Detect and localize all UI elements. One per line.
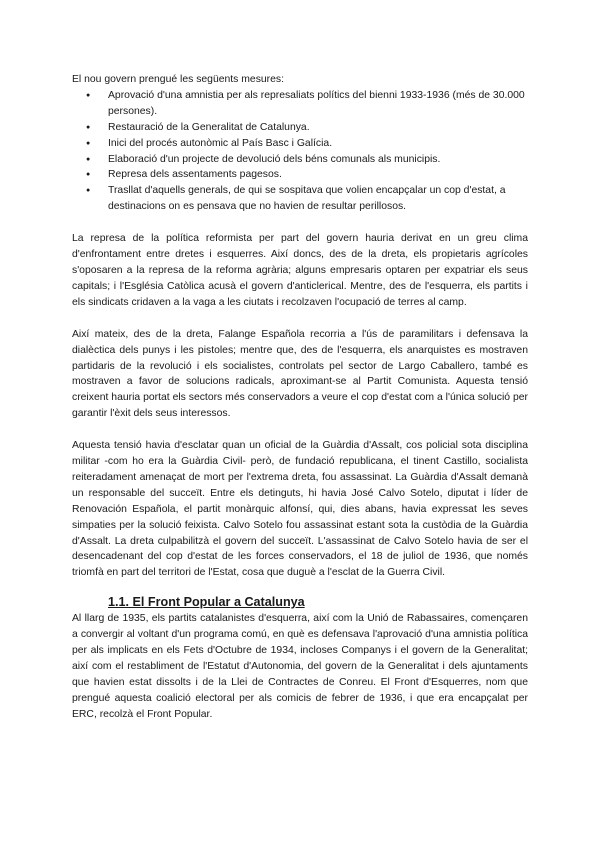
- list-item: ● Restauració de la Generalitat de Catalunya.: [108, 120, 528, 136]
- paragraph-reform-conflict: La represa de la política reformista per part del govern hauria derivat en un greu clima d'enfrontament entre dretes i esquerres. Així doncs, des de la dreta, els propietaris agrícoles s'oposaren a la represa de la reforma agrària; alguns empresaris optaren per expatriar els seus capitals; i l'Església Catòlica acusà el govern d'anticlerical. Mentre, des de l'esquerra, els partits i els sindicats cridaven a la vaga a les ciutats i recolzaven l'ocupació de terres al camp.: [72, 233, 528, 308]
- list-item: ● Represa dels assentaments pagesos.: [108, 167, 528, 183]
- measures-list: [72, 88, 528, 215]
- paragraph-radicalization: Així mateix, des de la dreta, Falange Española recorria a l'ús de paramilitars i defensava la dialèctica dels punys i les pistoles; mentre que, des de l'esquerra, els anarquistes es mostraven partidaris de la revolució i els socialistes, controlats pel sector de Largo Caballero, també es mostraven a favor de solucions radicals, aproximant-se al Partit Comunista. Aquesta tensió creixent hauria portat els sectors més conservadors a veure el cop d'estat com a l'única solució per garantir l'èxit dels seus interessos.: [72, 328, 528, 420]
- list-item: ● Aprovació d'una amnistia per als represaliats polítics del bienni 1933-1936 (més de 30.000 persones).: [108, 88, 528, 120]
- intro-text: El nou govern prengué les següents mesures:: [72, 74, 284, 85]
- list-item: ● Inici del procés autonòmic al País Basc i Galícia.: [108, 136, 528, 152]
- list-item: ● Elaboració d'un projecte de devolució dels béns comunals als municipis.: [108, 152, 528, 168]
- list-item: ● Trasllat d'aquells generals, de qui se sospitava que volien encapçalar un cop d'estat, a destinacions on es pensava que no havien de resultar perillosos.: [108, 183, 528, 215]
- section-heading: 1.1. El Front Popular a Catalunya: [108, 595, 305, 610]
- paragraph-calvo-sotelo: Aquesta tensió havia d'esclatar quan un oficial de la Guàrdia d'Assalt, cos policial sota disciplina militar -com ho era la Guàrdia Civil- però, de fundació republicana, el tinent Castillo, socialista reiteradament amenaçat de mort per l'extrema dreta, fou assassinat. La Guàrdia d'Assalt demanà un responsable del succeït. Entre els detinguts, hi havia José Calvo Sotelo, diputat i líder de Renovación Española, el partit monàrquic alfonsí, qui, dies abans, havia expressat les seves simpaties per la solució feixista. Calvo Sotelo fou assassinat estant sota la custòdia de la Guàrdia d'Assalt. La dreta culpabilitzà el govern del succeït. L'assassinat de Calvo Sotelo havia de ser el desencadenant del cop d'estat de les forces conservadors, el 18 de juliol de 1936, que només triomfà en part del territori de l'Estat, cosa que duguè a l'esclat de la Guerra Civil.: [72, 440, 528, 579]
- paragraph-front-popular: Al llarg de 1935, els partits catalanistes d'esquerra, així com la Unió de Rabassaires, començaren a convergir al voltant d'un programa comú, en què es defensava l'aprovació d'una amnistia política per als implicats en els Fets d'Octubre de 1934, incloses Companys i el govern de la Generalitat; així com el restabliment de l'Estatut d'Autonomia, del govern de la Generalitat i dels ajuntaments que havien estat dissolts i de la Llei de Contractes de Conreu. El Front d'Esquerres, nom que prengué aquesta coalició electoral per als comicis de febrer de 1936, i que era encapçalat per ERC, recolzà el Front Popular.: [72, 613, 528, 720]
- document-page: [72, 72, 528, 723]
